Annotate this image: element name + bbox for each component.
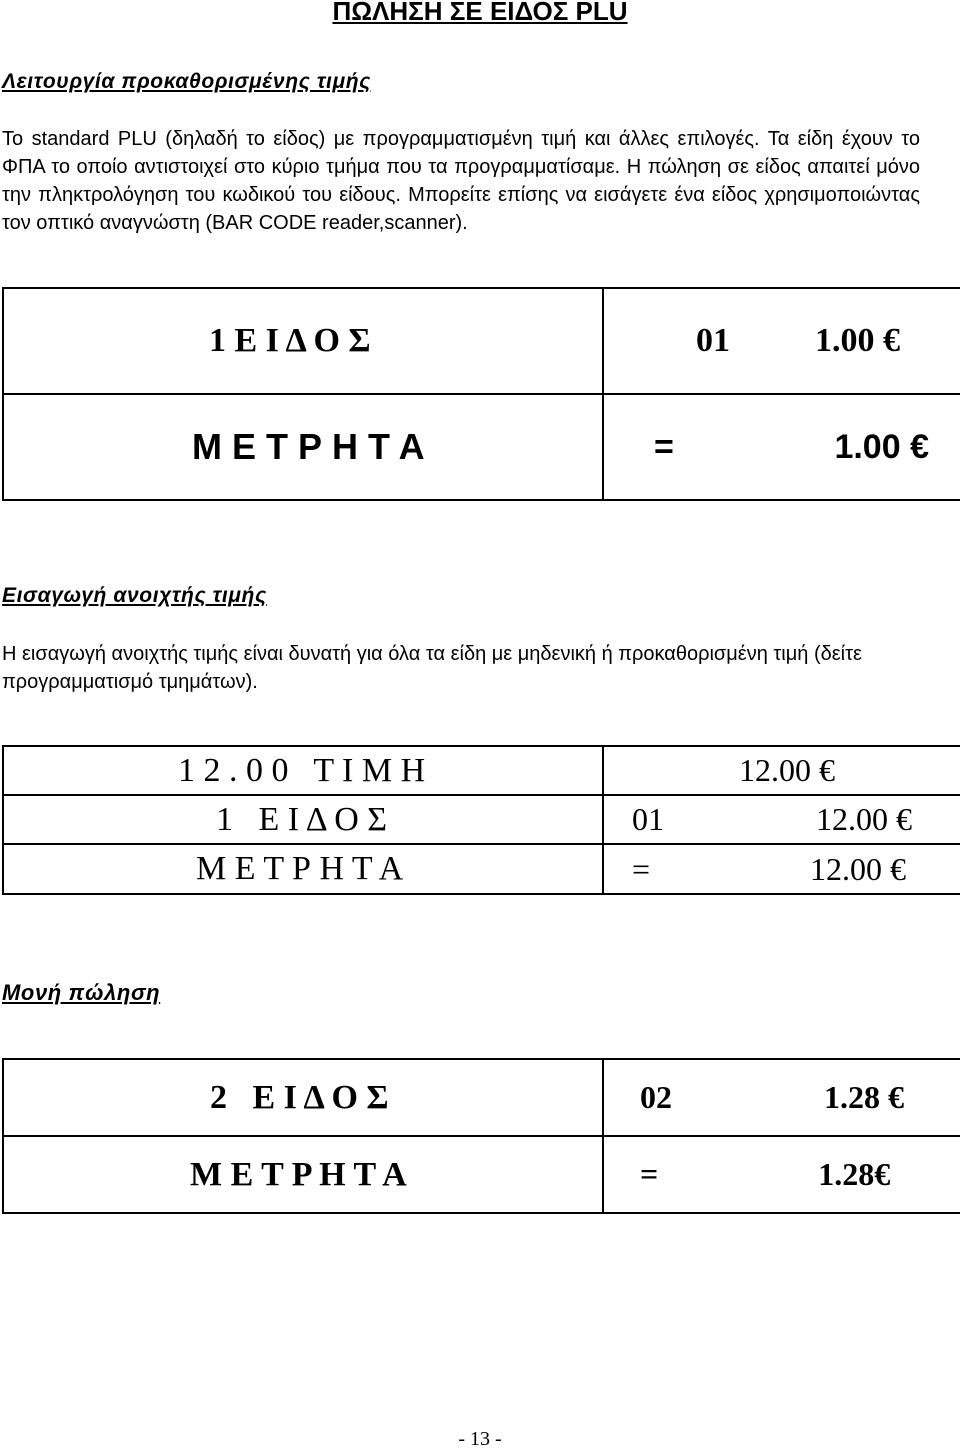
receipt-label: 1 2 . 0 0 Τ Ι Μ Η [3,746,603,795]
receipt-value: 01 1.00 € [603,288,960,394]
receipt-value: 12.00 € [603,746,960,795]
receipt-row [3,844,960,894]
receipt-row [3,288,960,394]
receipt-row [3,795,960,844]
section-heading-open-price: Εισαγωγή ανοιχτής τιμής [2,584,267,607]
receipt-single-sale [2,1058,960,1214]
receipt-preset-price [2,287,960,501]
receipt-label: Μ Ε Τ Ρ Η Τ Α [3,844,603,894]
receipt-value: = 1.00 € [603,394,960,500]
receipt-label: 1 Ε Ι Δ Ο Σ [3,288,603,394]
section-text-preset-price: Το standard PLU (δηλαδή το είδος) με προγραμματισμένη τιμή και άλλες επιλογές. Τα είδη έχουν το ΦΠΑ το οποίο αντιστοιχεί στο κύριο τμήμα που τα προγραμματίσαμε. Η πώληση σε είδος απαιτεί μόνο την πληκτρολόγηση του κωδικού του είδους. Μπορείτε επίσης να εισάγετε ένα είδος χρησιμοποιώντας τον οπτικό αναγνώστη (BAR CODE reader,scanner). [2,128,920,234]
receipt-value: 01 12.00 € [603,795,960,844]
receipt-row [3,1059,960,1136]
receipt-row [3,394,960,500]
receipt-open-price [2,745,960,895]
receipt-row [3,746,960,795]
receipt-value: 02 1.28 € [603,1059,960,1136]
receipt-label: Μ Ε Τ Ρ Η Τ Α [3,394,603,500]
section-heading-single-sale: Μονή πώληση [2,980,161,1005]
receipt-value: = 12.00 € [603,844,960,894]
page-title: ΠΩΛΗΣΗ ΣΕ ΕΙΔΟΣ PLU [332,0,628,26]
receipt-label: Μ Ε Τ Ρ Η Τ Α [3,1136,603,1213]
receipt-value: = 1.28€ [603,1136,960,1213]
section-text-open-price: Η εισαγωγή ανοιχτής τιμής είναι δυνατή για όλα τα είδη με μηδενική ή προκαθορισμένη τιμή (δείτε προγραμματισμό τμημάτων). [2,643,862,693]
section-heading-preset-price: Λειτουργία προκαθορισμένης τιμής [2,70,371,93]
page-number: - 13 - [458,1428,502,1450]
receipt-row [3,1136,960,1213]
receipt-label: 1 Ε Ι Δ Ο Σ [3,795,603,844]
receipt-label: 2 Ε Ι Δ Ο Σ [3,1059,603,1136]
